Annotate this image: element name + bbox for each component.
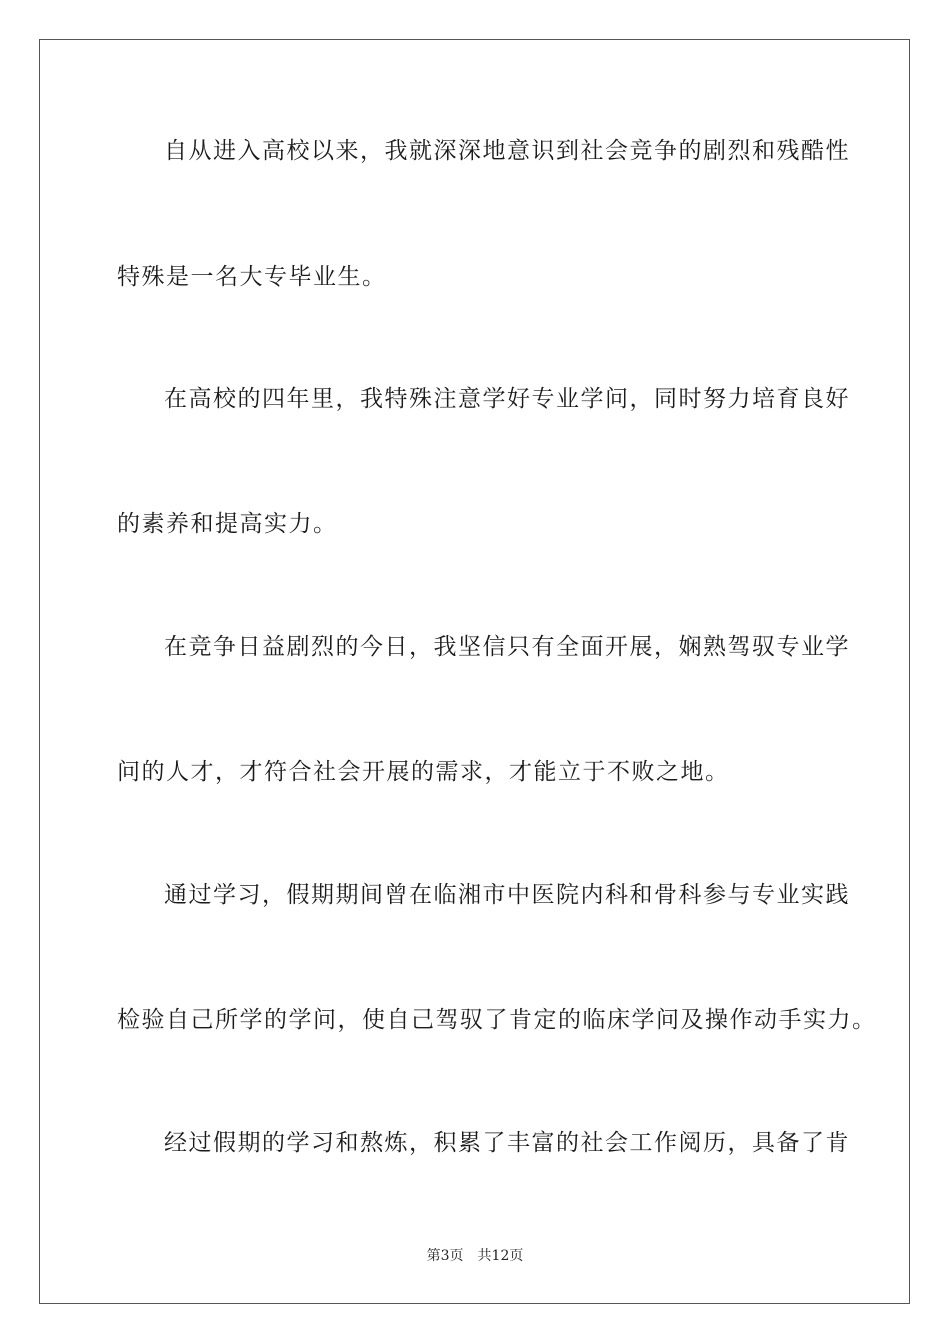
- page-number: 第3页: [426, 1248, 464, 1264]
- paragraph-1-line-2: 特殊是一名大专毕业生。: [117, 264, 387, 290]
- paragraph-1-line-1: 自从进入高校以来，我就深深地意识到社会竞争的剧烈和残酷性: [164, 138, 850, 164]
- page-footer: [0, 1247, 950, 1265]
- paragraph-4-line-1: 通过学习，假期期间曾在临湘市中医院内科和骨科参与专业实践: [164, 882, 850, 908]
- paragraph-2-line-1: 在高校的四年里，我特殊注意学好专业学问，同时努力培育良好: [164, 386, 850, 412]
- paragraph-4-line-2: 检验自己所学的学问，使自己驾驭了肯定的临床学问及操作动手实力。: [117, 1007, 877, 1033]
- page-border: [39, 39, 910, 1304]
- paragraph-3-line-2: 问的人才，才符合社会开展的需求，才能立于不败之地。: [117, 759, 730, 785]
- paragraph-3-line-1: 在竞争日益剧烈的今日，我坚信只有全面开展，娴熟驾驭专业学: [164, 634, 850, 660]
- paragraph-2-line-2: 的素养和提高实力。: [117, 511, 338, 537]
- page-total: 共12页: [477, 1248, 524, 1264]
- paragraph-5-line-1: 经过假期的学习和熬炼，积累了丰富的社会工作阅历，具备了肯: [164, 1130, 850, 1156]
